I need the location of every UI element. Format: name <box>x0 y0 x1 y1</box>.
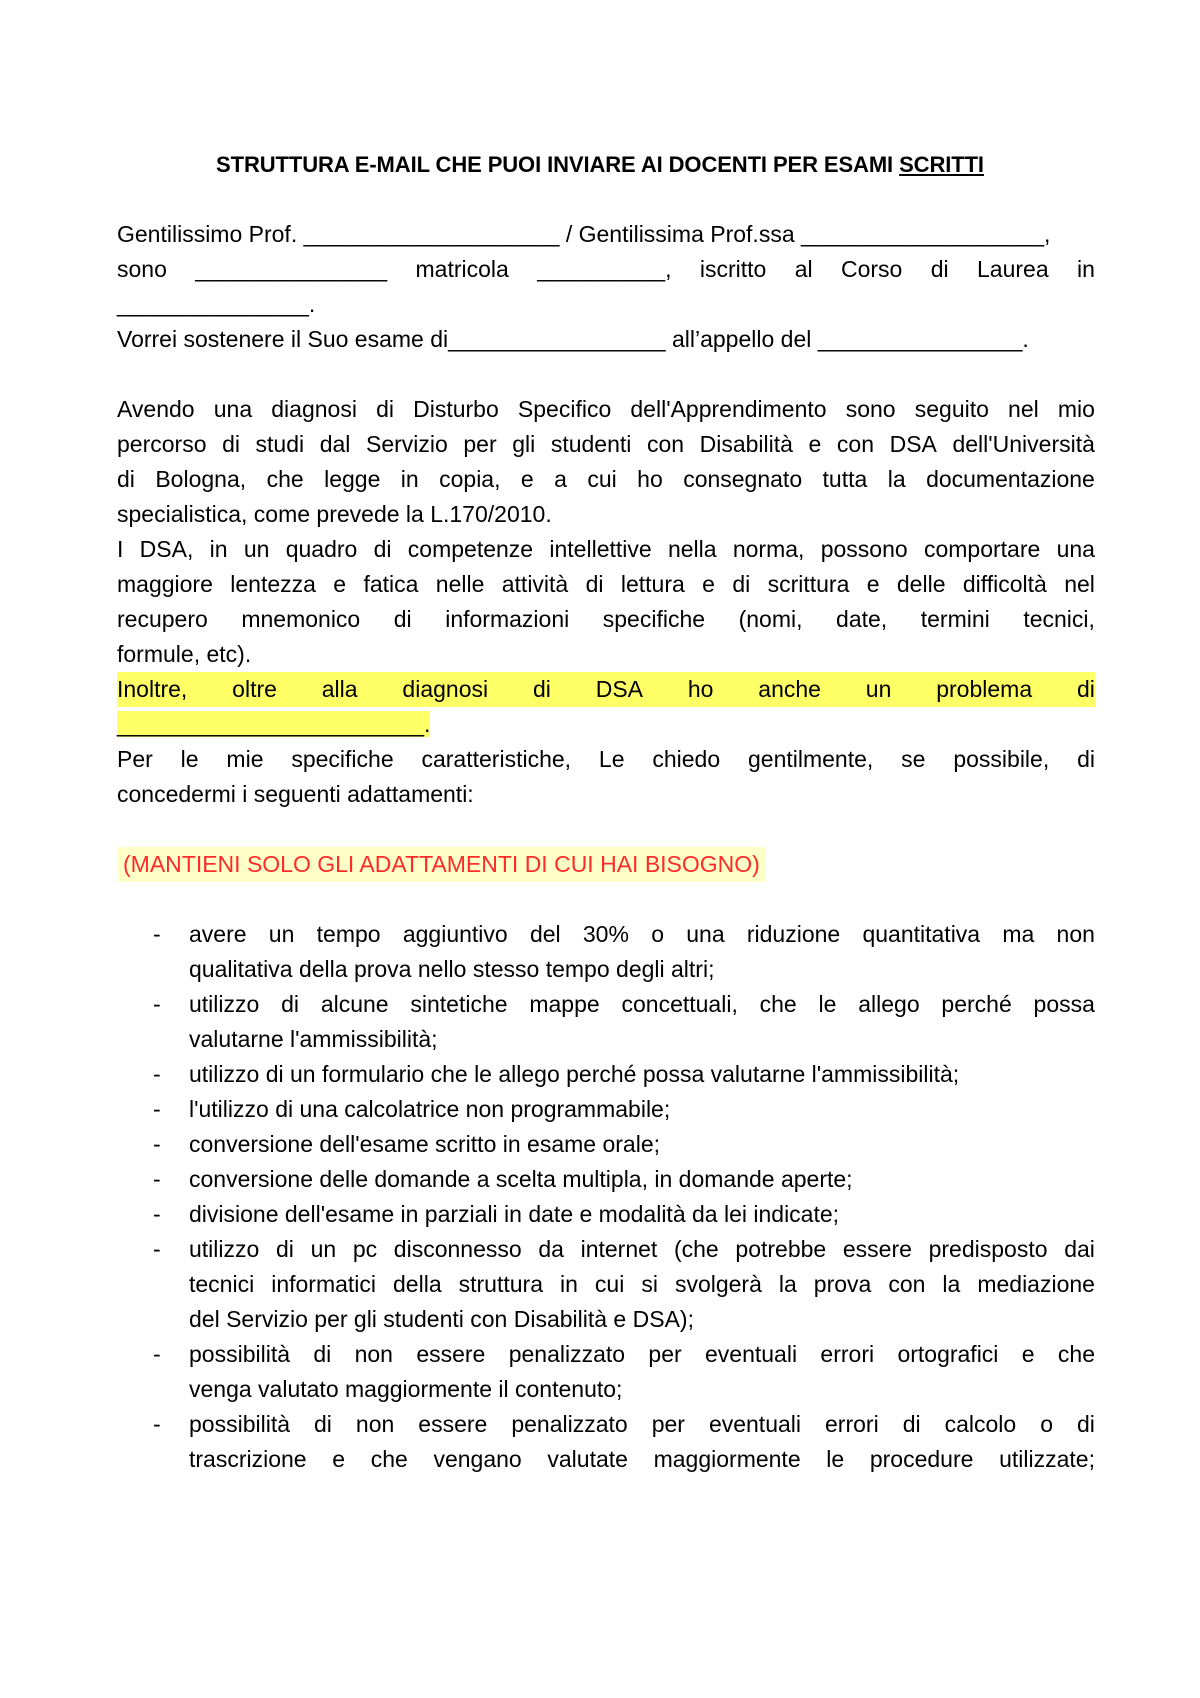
word: cui <box>587 466 617 492</box>
word: e <box>702 571 715 597</box>
salutation-line: Gentilissimo Prof. ____________________ / Gentilissima Prof.ssa ___________________, <box>117 221 1051 247</box>
list-dash: - <box>153 921 161 947</box>
word: mappe <box>529 991 600 1017</box>
list-item <box>117 1197 1095 1232</box>
paragraph-1-line-1 <box>117 392 1095 427</box>
word: la <box>887 466 906 492</box>
word: e <box>1021 1341 1035 1367</box>
word: in <box>209 536 228 562</box>
word: concettuali, <box>621 991 738 1017</box>
word: _______________ <box>195 256 388 282</box>
word: di <box>393 606 412 632</box>
list-dash: - <box>153 1096 161 1122</box>
word: pc <box>352 1236 378 1262</box>
word: penalizzato <box>508 1341 626 1367</box>
paragraph-2-line-4: formule, etc). <box>117 641 252 667</box>
word: __________, <box>537 256 672 282</box>
word: 30% <box>582 921 629 947</box>
word: con <box>888 1271 926 1297</box>
word: maggiore <box>117 571 213 597</box>
word: nel <box>1008 396 1039 422</box>
list-item <box>117 1127 1095 1162</box>
word: utilizzo <box>189 991 260 1017</box>
word: valutate <box>547 1446 628 1472</box>
word: DSA, <box>139 536 194 562</box>
word: DSA <box>595 676 643 702</box>
word: di <box>314 1411 332 1437</box>
word: nella <box>667 536 717 562</box>
list-dash: - <box>153 1061 161 1087</box>
word: che <box>1057 1341 1095 1367</box>
word: Per <box>117 746 153 772</box>
list-item-line <box>189 1407 1095 1442</box>
paragraph-1-line-3 <box>117 462 1095 497</box>
list-item-line: del Servizio per gli studenti con Disabilità e DSA); <box>189 1306 694 1332</box>
word: di <box>1076 676 1095 702</box>
word: dai <box>1064 1236 1095 1262</box>
word: e <box>333 571 347 597</box>
word: studi <box>255 431 305 457</box>
highlighted-blank: ________________________. <box>117 711 431 737</box>
paragraph-1-line-2 <box>117 427 1095 462</box>
word: di <box>902 1411 921 1437</box>
word: di <box>930 256 949 282</box>
word: un <box>310 1236 337 1262</box>
word: che <box>759 991 797 1017</box>
list-item-line <box>189 1232 1095 1267</box>
word: eventuali <box>708 1411 802 1437</box>
word: ortografici <box>897 1341 999 1367</box>
list-item-line <box>189 917 1095 952</box>
word: o <box>1040 1411 1053 1437</box>
word: le <box>818 991 837 1017</box>
word: possa <box>1033 991 1095 1017</box>
paragraph-2-line-2 <box>117 567 1095 602</box>
word: fatica <box>363 571 419 597</box>
word: errori <box>820 1341 875 1367</box>
word: informatici <box>271 1271 377 1297</box>
page-title <box>0 150 1200 180</box>
word: (nomi, <box>738 606 803 632</box>
word: possono <box>820 536 908 562</box>
word: di <box>373 536 392 562</box>
word: di <box>585 571 604 597</box>
list-item <box>117 987 1095 1057</box>
word: oltre <box>232 676 277 702</box>
document-body <box>117 217 1095 1477</box>
word: nel <box>1064 571 1095 597</box>
word: allego <box>858 991 920 1017</box>
word: I <box>117 536 124 562</box>
word: quantitativa <box>862 921 981 947</box>
list-item-line: valutarne l'ammissibilità; <box>189 1026 438 1052</box>
word: delle <box>896 571 946 597</box>
word: sono <box>845 396 896 422</box>
word: diagnosi <box>402 676 489 702</box>
word: attività <box>501 571 569 597</box>
blank-line <box>117 812 1095 847</box>
blank-line <box>117 882 1095 917</box>
word: essere <box>418 1411 488 1437</box>
word: di <box>1077 1411 1095 1437</box>
word: che <box>370 1446 408 1472</box>
word: recupero <box>117 606 208 632</box>
word: intellettive <box>549 536 652 562</box>
word: tecnici, <box>1023 606 1095 632</box>
word: un <box>268 921 295 947</box>
list-item-line: conversione dell'esame scritto in esame orale; <box>189 1131 661 1157</box>
word: copia, <box>439 466 501 492</box>
word: ho <box>637 466 663 492</box>
word: tutta <box>822 466 868 492</box>
word: della <box>393 1271 442 1297</box>
word: Corso <box>840 256 903 282</box>
word: di <box>117 466 135 492</box>
list-item-line: conversione delle domande a scelta multipla, in domande aperte; <box>189 1166 853 1192</box>
word: potrebbe <box>735 1236 827 1262</box>
list-dash: - <box>153 991 161 1017</box>
word: la <box>778 1271 797 1297</box>
word: sono <box>117 256 167 282</box>
word: avere <box>189 921 247 947</box>
word: svolgerà <box>674 1271 762 1297</box>
word: chiedo <box>652 746 721 772</box>
title-text: STRUTTURA E-MAIL CHE PUOI INVIARE AI DOCENTI PER ESAMI <box>216 152 900 177</box>
word: riduzione <box>746 921 841 947</box>
word: mediazione <box>977 1271 1095 1297</box>
course-blank-line: _______________. <box>117 291 316 317</box>
warning-line <box>117 847 1095 882</box>
word: e <box>866 571 880 597</box>
word: o <box>651 921 664 947</box>
word: tecnici <box>189 1271 255 1297</box>
word: mnemonico <box>241 606 361 632</box>
paragraph-3-line-2: concedermi i seguenti adattamenti: <box>117 781 474 807</box>
word: errori <box>825 1411 879 1437</box>
word: di <box>275 1236 294 1262</box>
word: per <box>651 1411 685 1437</box>
word: caratteristiche, <box>421 746 572 772</box>
list-item-line <box>189 1337 1095 1372</box>
word: anche <box>758 676 821 702</box>
word: Inoltre, <box>117 676 188 702</box>
word: nelle <box>435 571 485 597</box>
list-item <box>117 1407 1095 1477</box>
paragraph-3-line-1 <box>117 742 1095 777</box>
word: da <box>538 1236 564 1262</box>
list-dash: - <box>153 1341 161 1367</box>
list-item-line: venga valutato maggiormente il contenuto; <box>189 1376 623 1402</box>
word: procedure <box>869 1446 974 1472</box>
word: con <box>836 431 874 457</box>
adaptations-list <box>117 917 1095 1477</box>
word: Servizio <box>366 431 448 457</box>
word: maggiormente <box>653 1446 801 1472</box>
word: possibilità <box>189 1411 290 1437</box>
word: penalizzato <box>511 1411 628 1437</box>
word: alcune <box>320 991 389 1017</box>
word: consegnato <box>683 466 803 492</box>
word: dell'Università <box>952 431 1095 457</box>
word: internet <box>580 1236 658 1262</box>
word: Laurea <box>977 256 1049 282</box>
word: eventuali <box>705 1341 798 1367</box>
list-item-line: divisione dell'esame in parziali in date e modalità da lei indicate; <box>189 1201 840 1227</box>
word: alla <box>321 676 358 702</box>
word: DSA <box>889 431 937 457</box>
word: dell'Apprendimento <box>630 396 827 422</box>
word: al <box>794 256 813 282</box>
word: non <box>1056 921 1095 947</box>
word: una <box>213 396 253 422</box>
word: specifiche <box>291 746 394 772</box>
word: ma <box>1002 921 1035 947</box>
word: per <box>648 1341 682 1367</box>
word: tempo <box>316 921 381 947</box>
word: di <box>1077 746 1095 772</box>
word: gli <box>512 431 536 457</box>
list-item-line <box>189 987 1095 1022</box>
word: se <box>901 746 926 772</box>
word: seguito <box>914 396 989 422</box>
word: possibile, <box>953 746 1050 772</box>
word: problema <box>936 676 1033 702</box>
word: informazioni <box>445 606 570 632</box>
word: calcolo <box>944 1411 1017 1437</box>
word: disconnesso <box>393 1236 522 1262</box>
word: documentazione <box>926 466 1095 492</box>
word: per <box>463 431 497 457</box>
list-dash: - <box>153 1166 161 1192</box>
word: norma, <box>732 536 805 562</box>
word: di <box>281 991 300 1017</box>
word: possibilità <box>189 1341 290 1367</box>
word: sintetiche <box>410 991 508 1017</box>
word: non <box>355 1411 395 1437</box>
word: utilizzate; <box>999 1446 1095 1472</box>
list-dash: - <box>153 1411 161 1437</box>
word: quadro <box>285 536 358 562</box>
word: competenze <box>407 536 534 562</box>
word: a <box>554 466 567 492</box>
word: di <box>313 1341 332 1367</box>
word: di <box>532 676 551 702</box>
word: una <box>1056 536 1095 562</box>
word: mie <box>226 746 264 772</box>
word: e <box>520 466 534 492</box>
word: del <box>529 921 561 947</box>
word: Le <box>598 746 625 772</box>
word: in <box>1077 256 1095 282</box>
list-item <box>117 1232 1095 1337</box>
word: dal <box>319 431 351 457</box>
word: le <box>180 746 199 772</box>
paragraph-1-line-4: specialistica, come prevede la L.170/2010. <box>117 501 552 527</box>
list-item-line: utilizzo di un formulario che le allego perché possa valutarne l'ammissibilità; <box>189 1061 960 1087</box>
word: un <box>865 676 892 702</box>
word: di <box>732 571 751 597</box>
word: cui <box>594 1271 625 1297</box>
word: comportare <box>923 536 1041 562</box>
word: specifiche <box>602 606 706 632</box>
list-dash: - <box>153 1236 161 1262</box>
word: utilizzo <box>189 1236 260 1262</box>
word: termini <box>920 606 990 632</box>
word: diagnosi <box>271 396 357 422</box>
blank-line <box>117 357 1095 392</box>
word: Bologna, <box>155 466 247 492</box>
word: perché <box>941 991 1012 1017</box>
word: essere <box>842 1236 912 1262</box>
word: vengano <box>433 1446 522 1472</box>
word: le <box>826 1446 845 1472</box>
word: predisposto <box>928 1236 1048 1262</box>
list-item-line <box>189 1267 1095 1302</box>
word: lettura <box>620 571 685 597</box>
word: prova <box>813 1271 872 1297</box>
list-item-line <box>189 1442 1095 1477</box>
word: la <box>942 1271 961 1297</box>
word: e <box>808 431 822 457</box>
warning-note: (MANTIENI SOLO GLI ADATTAMENTI DI CUI HAI BISOGNO) <box>117 847 766 882</box>
list-item <box>117 1337 1095 1407</box>
word: Disabilità <box>699 431 793 457</box>
title-underlined-word: SCRITTI <box>899 152 984 177</box>
word: percorso <box>117 431 207 457</box>
word: con <box>646 431 685 457</box>
word: studenti <box>550 431 632 457</box>
word: Disturbo <box>413 396 499 422</box>
word: in <box>560 1271 578 1297</box>
word: iscritto <box>699 256 767 282</box>
word: non <box>354 1341 393 1367</box>
word: e <box>332 1446 346 1472</box>
word: in <box>400 466 419 492</box>
word: scrittura <box>767 571 850 597</box>
word: lentezza <box>230 571 316 597</box>
paragraph-2-line-1 <box>117 532 1095 567</box>
paragraph-2-line-3 <box>117 602 1095 637</box>
word: date, <box>836 606 888 632</box>
list-item-line: l'utilizzo di una calcolatrice non programmabile; <box>189 1096 671 1122</box>
list-item-line: qualitativa della prova nello stesso tempo degli altri; <box>189 956 715 982</box>
list-dash: - <box>153 1201 161 1227</box>
word: di <box>222 431 240 457</box>
word: una <box>686 921 725 947</box>
list-item <box>117 1092 1095 1127</box>
list-item <box>117 1057 1095 1092</box>
list-dash: - <box>153 1131 161 1157</box>
highlighted-line-1 <box>117 672 1095 707</box>
word: (che <box>673 1236 719 1262</box>
list-item <box>117 1162 1095 1197</box>
word: si <box>641 1271 658 1297</box>
list-item <box>117 917 1095 987</box>
word: trascrizione <box>189 1446 307 1472</box>
exam-request-line: Vorrei sostenere il Suo esame di_________________ all’appello del ________________. <box>117 326 1029 352</box>
word: un <box>243 536 270 562</box>
identity-line <box>117 252 1095 287</box>
word: Specifico <box>517 396 612 422</box>
word: essere <box>416 1341 486 1367</box>
word: aggiuntivo <box>402 921 508 947</box>
word: legge <box>324 466 381 492</box>
word: di <box>376 396 394 422</box>
word: mio <box>1057 396 1095 422</box>
word: difficoltà <box>962 571 1047 597</box>
word: struttura <box>458 1271 543 1297</box>
word: matricola <box>415 256 509 282</box>
word: che <box>266 466 304 492</box>
highlighted-line-2 <box>117 707 1095 742</box>
word: ho <box>687 676 714 702</box>
word: gentilmente, <box>748 746 874 772</box>
word: Avendo <box>117 396 195 422</box>
